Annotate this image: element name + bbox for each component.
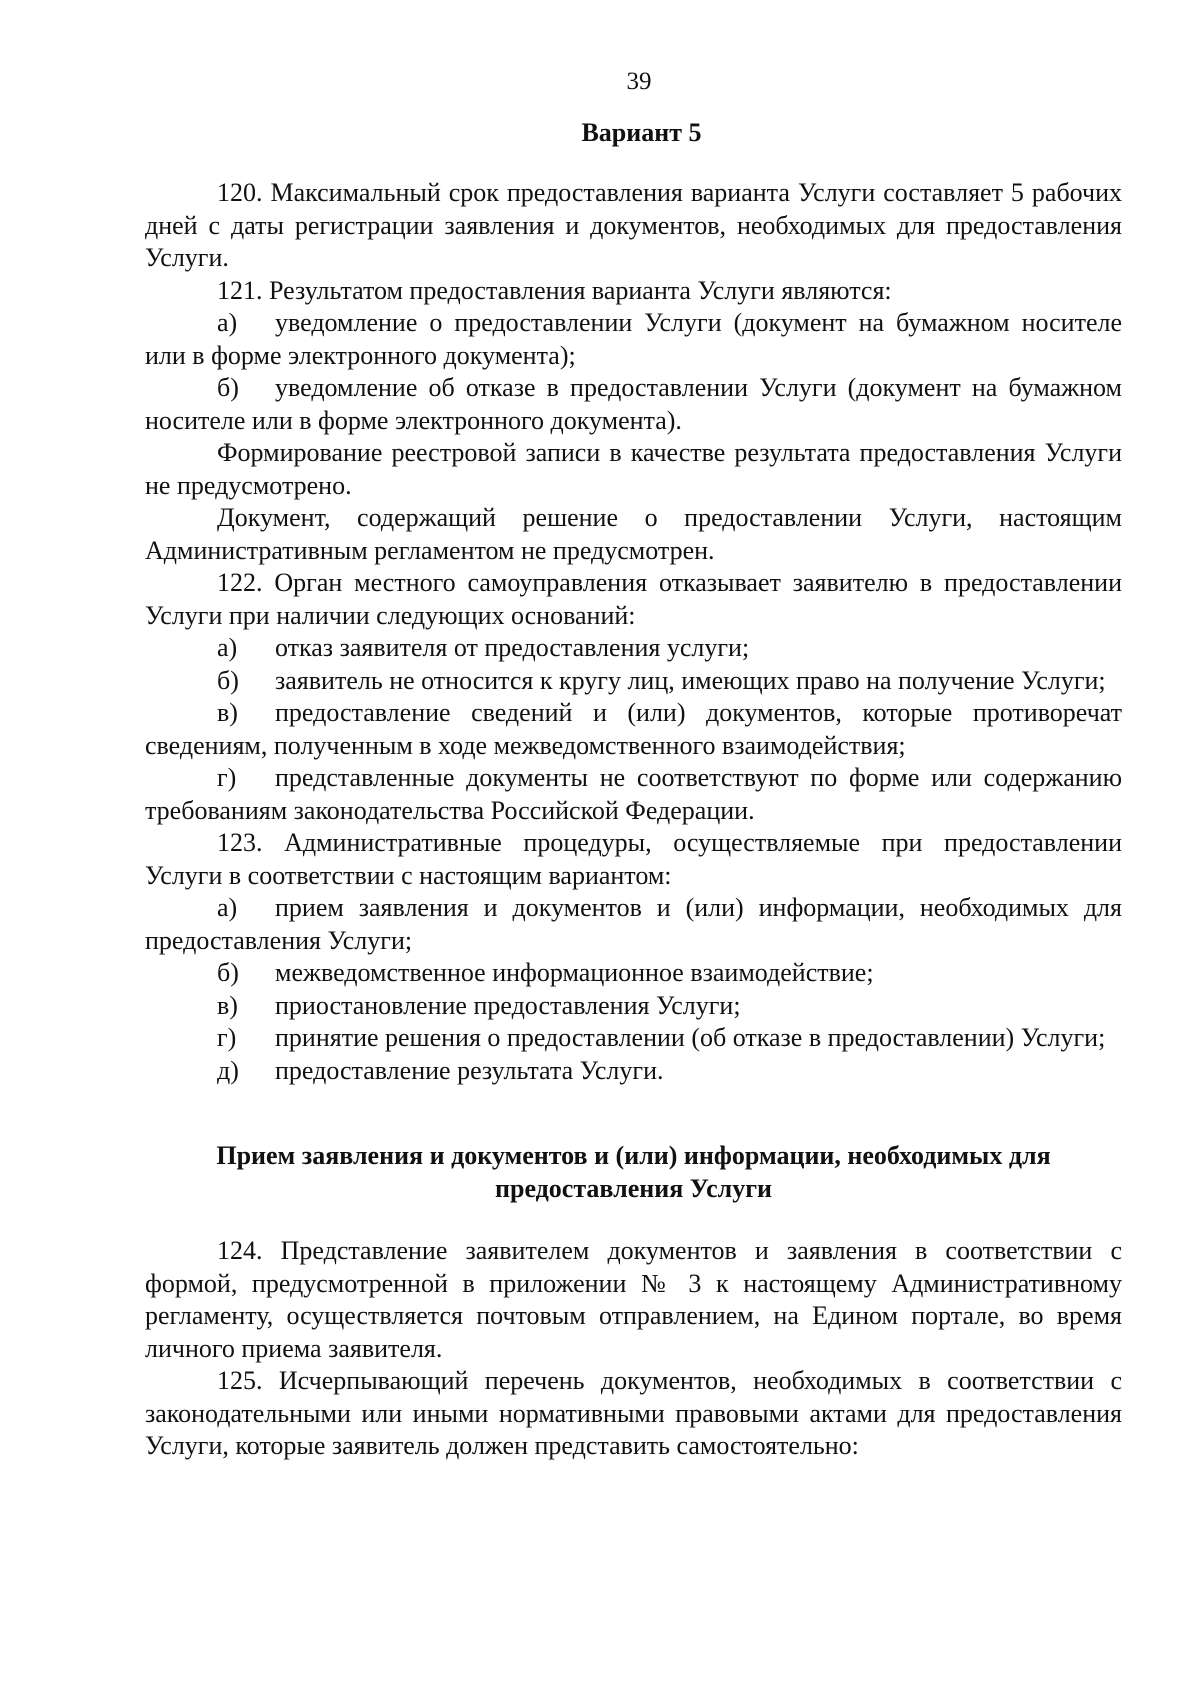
list-marker: в) bbox=[217, 990, 238, 1020]
paragraph-122: 122. Орган местного самоуправления отказывает заявителю в предоставлении Услуги при наличии следующих оснований: bbox=[145, 568, 1122, 630]
list-item-123-g bbox=[145, 1022, 1122, 1055]
paragraph-120: 120. Максимальный срок предоставления варианта Услуги составляет 5 рабочих дней с даты регистрации заявления и документов, необходимых для предоставления Услуги. bbox=[145, 178, 1122, 272]
section-heading-line-2: предоставления Услуги bbox=[495, 1174, 772, 1203]
list-item-122-v bbox=[145, 697, 1122, 762]
paragraph-124: 124. Представление заявителем документов и заявления в соответствии с формой, предусмотренной в приложении № 3 к настоящему Административному регламенту, осуществляется почтовым отправлением, на Едином портале, во время личного приема заявителя. bbox=[145, 1236, 1122, 1363]
list-item-122-a bbox=[145, 632, 1122, 665]
paragraph-123: 123. Административные процедуры, осуществляемые при предоставлении Услуги в соответствии с настоящим вариантом: bbox=[145, 828, 1122, 890]
list-item-text: предоставление сведений и (или) документов, которые противоречат сведениям, полученным в ходе межведомственного взаимодействия; bbox=[145, 698, 1122, 760]
list-item-123-d bbox=[145, 1055, 1122, 1088]
list-marker: в) bbox=[217, 698, 238, 727]
paragraph-document: Документ, содержащий решение о предоставлении Услуги, настоящим Административным регламентом не предусмотрен. bbox=[145, 503, 1122, 565]
list-marker: г) bbox=[217, 763, 237, 792]
list-item-122-b bbox=[145, 665, 1122, 698]
list-item-121-a bbox=[145, 307, 1122, 372]
list-marker: б) bbox=[217, 958, 239, 987]
list-item-123-b bbox=[145, 957, 1122, 990]
list-item-123-v bbox=[145, 990, 1122, 1023]
list-marker: б) bbox=[217, 665, 239, 695]
paragraph-registry: Формирование реестровой записи в качестве результата предоставления Услуги не предусмотрено. bbox=[145, 438, 1122, 500]
list-item-text: заявитель не относится к кругу лиц, имеющих право на получение Услуги; bbox=[275, 665, 1106, 695]
list-marker: а) bbox=[217, 893, 238, 922]
section-heading bbox=[145, 1139, 1122, 1205]
section-heading-line-1: Прием заявления и документов и (или) информации, необходимых для bbox=[216, 1141, 1051, 1170]
list-item-text: уведомление об отказе в предоставлении Услуги (документ на бумажном носителе или в форме электронного документа). bbox=[145, 373, 1122, 435]
list-item-text: прием заявления и документов и (или) информации, необходимых для предоставления Услуги; bbox=[145, 893, 1122, 955]
page-number: 39 bbox=[626, 68, 652, 95]
list-item-121-b bbox=[145, 372, 1122, 437]
list-marker: д) bbox=[217, 1055, 239, 1085]
list-item-text: уведомление о предоставлении Услуги (документ на бумажном носителе или в форме электронного документа); bbox=[145, 308, 1122, 370]
paragraph-125: 125. Исчерпывающий перечень документов, необходимых в соответствии с законодательными или иными нормативными правовыми актами для предоставления Услуги, которые заявитель должен представить самостоятельно: bbox=[145, 1366, 1122, 1460]
list-item-text: приостановление предоставления Услуги; bbox=[275, 990, 741, 1020]
paragraph-121: 121. Результатом предоставления варианта Услуги являются: bbox=[217, 275, 892, 305]
list-marker: а) bbox=[217, 308, 238, 337]
list-item-122-g bbox=[145, 762, 1122, 827]
list-marker: г) bbox=[217, 1023, 237, 1052]
list-marker: а) bbox=[217, 633, 238, 662]
document-page bbox=[145, 66, 1122, 1463]
variant-heading: Вариант 5 bbox=[581, 118, 702, 147]
list-marker: б) bbox=[217, 373, 239, 402]
list-item-text: отказ заявителя от предоставления услуги; bbox=[275, 633, 750, 662]
list-item-123-a bbox=[145, 892, 1122, 957]
list-item-text: представленные документы не соответствуют по форме или содержанию требованиям законодательства Российской Федерации. bbox=[145, 763, 1122, 825]
list-item-text: принятие решения о предоставлении (об отказе в предоставлении) Услуги; bbox=[275, 1023, 1106, 1052]
list-item-text: предоставление результата Услуги. bbox=[275, 1055, 664, 1085]
list-item-text: межведомственное информационное взаимодействие; bbox=[275, 958, 874, 987]
